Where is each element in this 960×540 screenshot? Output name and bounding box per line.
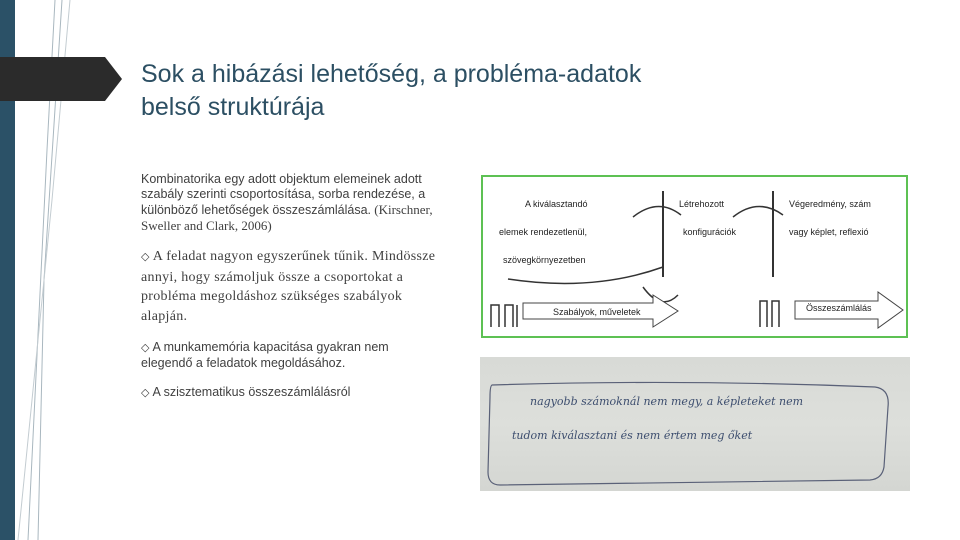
diamond-bullet-icon: ◇ xyxy=(141,251,150,263)
bullet-item-2-text: A munkamemória kapacitása gyakran nem elegendő a feladatok megoldásához. xyxy=(141,340,389,370)
handwriting-line-1: nagyobb számoknál nem megy, a képleteket nem xyxy=(530,395,804,408)
box1-line-3: szövegkörnyezetben xyxy=(503,255,586,265)
diamond-bullet-icon: ◇ xyxy=(141,342,150,354)
box2-line-1: Létrehozott xyxy=(679,199,725,209)
definition-paragraph xyxy=(141,172,436,234)
diamond-bullet-icon: ◇ xyxy=(141,387,150,399)
title-arrow-tab xyxy=(0,57,125,101)
page-title xyxy=(141,58,841,124)
definition-text: Kombinatorika egy adott objektum elemeinek adott szabály szerinti csoportosítása, sorba rendezése, a különböző lehetőségek összeszámlálása. xyxy=(141,172,426,217)
title-line-1: Sok a hibázási lehetőség, a probléma-adatok xyxy=(141,60,642,88)
box3-line-1: Végeredmény, szám xyxy=(789,199,871,209)
handwriting-line-2: tudom kiválasztani és nem értem meg őket xyxy=(512,429,753,442)
process-diagram-image xyxy=(481,175,908,338)
bullet-item-3 xyxy=(141,385,436,401)
box2-line-2: konfigurációk xyxy=(683,227,737,237)
arrow-counting-label: Összeszámlálás xyxy=(806,303,872,313)
arrow-rules-label: Szabályok, műveletek xyxy=(553,307,641,317)
citation-text: (Kirschner, Sweller and Clark, 2006) xyxy=(141,202,433,233)
bullet-item-1 xyxy=(141,247,436,326)
title-line-2: belső struktúrája xyxy=(141,93,325,121)
bullet-item-1-text: A feladat nagyon egyszerűnek tűnik. Mindössze annyi, hogy számoljuk össze a csoportokat a probléma megoldáshoz szükséges szabályok alapján. xyxy=(141,249,436,324)
box1-line-1: A kiválasztandó xyxy=(525,199,588,209)
handwriting-photo xyxy=(480,357,910,491)
bullet-item-3-text: A szisztematikus összeszámlálásról xyxy=(152,385,351,399)
bullet-item-2 xyxy=(141,340,436,371)
box1-line-2: elemek rendezetlenül, xyxy=(499,227,588,237)
box3-line-2: vagy képlet, reflexió xyxy=(789,227,869,237)
paper-outline xyxy=(480,357,910,491)
body-text xyxy=(141,172,436,401)
